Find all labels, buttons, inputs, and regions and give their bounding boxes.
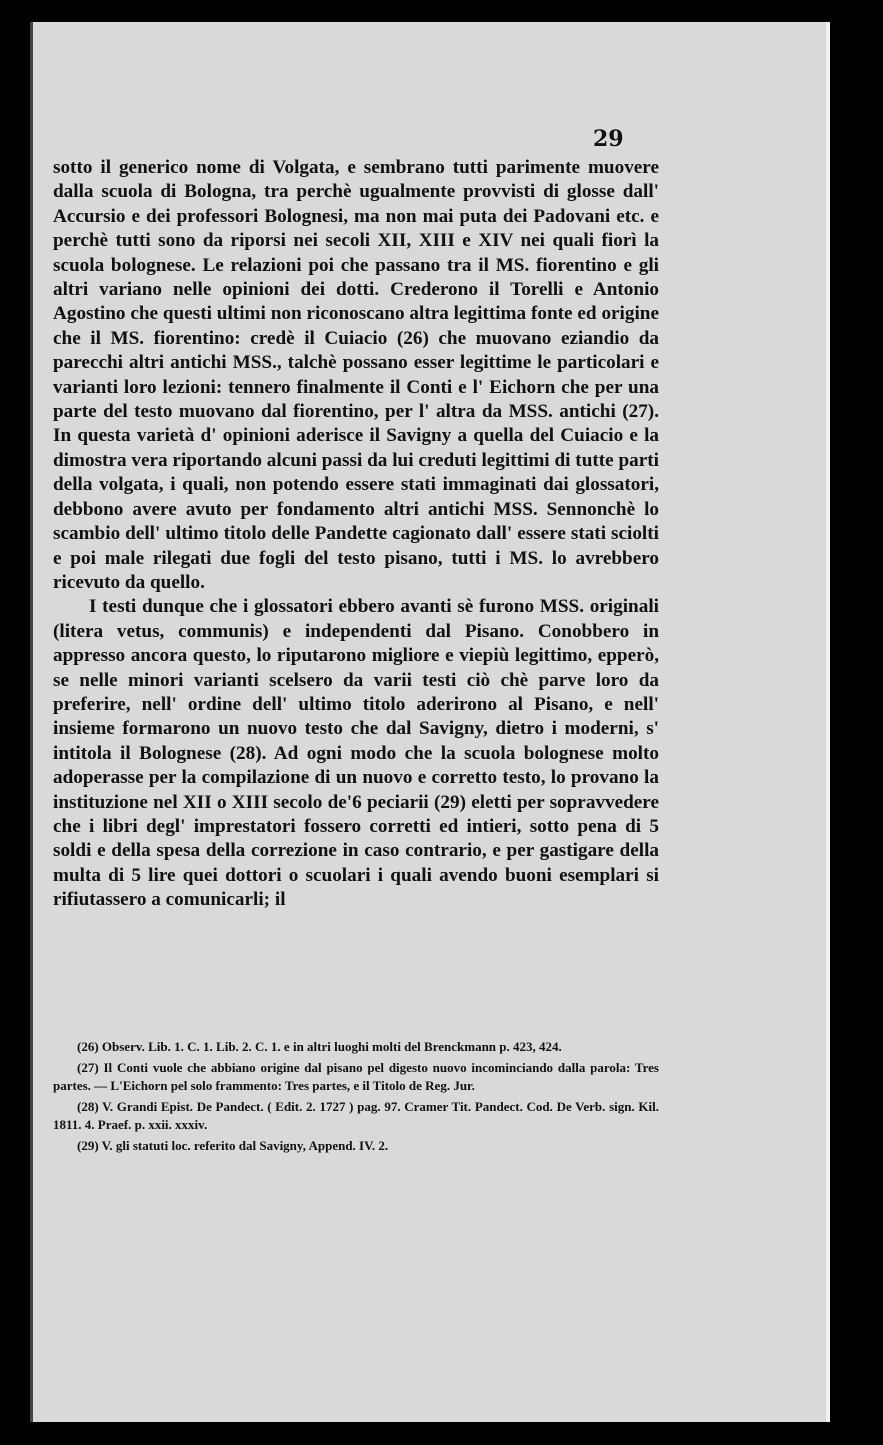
- footnote-27: (27) Il Conti vuole che abbiano origine dal pisano pel digesto nuovo incominciando dalla parola: Tres partes. — L'Eichorn pel solo frammento: Tres partes, e il Titolo de Reg. Jur.: [53, 1059, 659, 1094]
- paragraph-2: I testi dunque che i glossatori ebbero avanti sè furono MSS. originali (litera vetus, communis) e independenti dal Pisano. Conobbero in appresso ancora questo, lo riputarono migliore e viepiù legittimo, epperò, se nelle minori varianti scelsero da varii testi ciò chè parve loro da preferire, nell' ordine dell' ultimo titolo aderirono al Pisano, e nell' insieme formarono un nuovo testo che dal Savigny, dietro i moderni, s' intitola il Bolognese (28). Ad ogni modo che la scuola bolognese molto adoperasse per la compilazione di un nuovo e corretto testo, lo provano la instituzione nel XII o XIII secolo de'6 peciarii (29) eletti per sopravvedere che i libri degl' imprestatori fossero corretti ed intieri, sotto pena di 5 soldi e della spesa della correzione in caso contrario, e per gastigare della multa di 5 lire quei dottori o scuolari i quali avendo buoni esemplari si rifiutassero a comunicarli; il: [53, 596, 659, 911]
- footnote-29: (29) V. gli statuti loc. referito dal Savigny, Append. IV. 2.: [77, 1137, 389, 1153]
- book-page: [30, 22, 830, 1422]
- footnote-28: (28) V. Grandi Epist. De Pandect. ( Edit. 2. 1727 ) pag. 97. Cramer Tit. Pandect. Cod. De Verb. sign. Kil. 1811. 4. Praef. p. xxii. xxxiv.: [53, 1098, 659, 1133]
- footnote-26: (26) Observ. Lib. 1. C. 1. Lib. 2. C. 1. e in altri luoghi molti del Brenckmann p. 423, 424.: [77, 1039, 562, 1054]
- paragraph-1: sotto il generico nome di Volgata, e sembrano tutti parimente muovere dalla scuola di Bologna, tra perchè ugualmente provvisti di glosse dall' Accursio e dei professori Bolognesi, ma non mai puta dei Padovani etc. e perchè tutti sono da riporsi nei secoli XII, XIII e XIV nei quali fiorì la scuola bolognese. Le relazioni poi che passano tra il MS. fiorentino e gli altri variano nelle opinioni dei dotti. Crederono il Torelli e Antonio Agostino che questi ultimi non riconoscano altra legittima fonte ed origine che il MS. fiorentino: credè il Cuiacio (26) che muovano eziandio da parecchi altri antichi MSS., talchè possano esser legittime le particolari e varianti loro lezioni: tennero finalmente il Conti e l' Eichorn che per una parte del testo muovano dal fiorentino, per l' altra da MSS. antichi (27). In questa varietà d' opinioni aderisce il Savigny a quella del Cuiacio e la dimostra vera riportando alcuni passi da lui creduti legittimi di tutte parti della volgata, i quali, non potendo essere stati immaginati dai glossatori, debbono avere avuto per fondamento altri antichi MSS. Sennonchè lo scambio dell' ultimo titolo delle Pandette cagionato dall' essere stati sciolti e poi male rilegati due fogli del testo pisano, tutti i MS. lo avrebbero ricevuto da quello.: [53, 157, 659, 593]
- main-text: [53, 156, 659, 913]
- page-number: 29: [593, 126, 624, 152]
- footnotes: [53, 1038, 659, 1156]
